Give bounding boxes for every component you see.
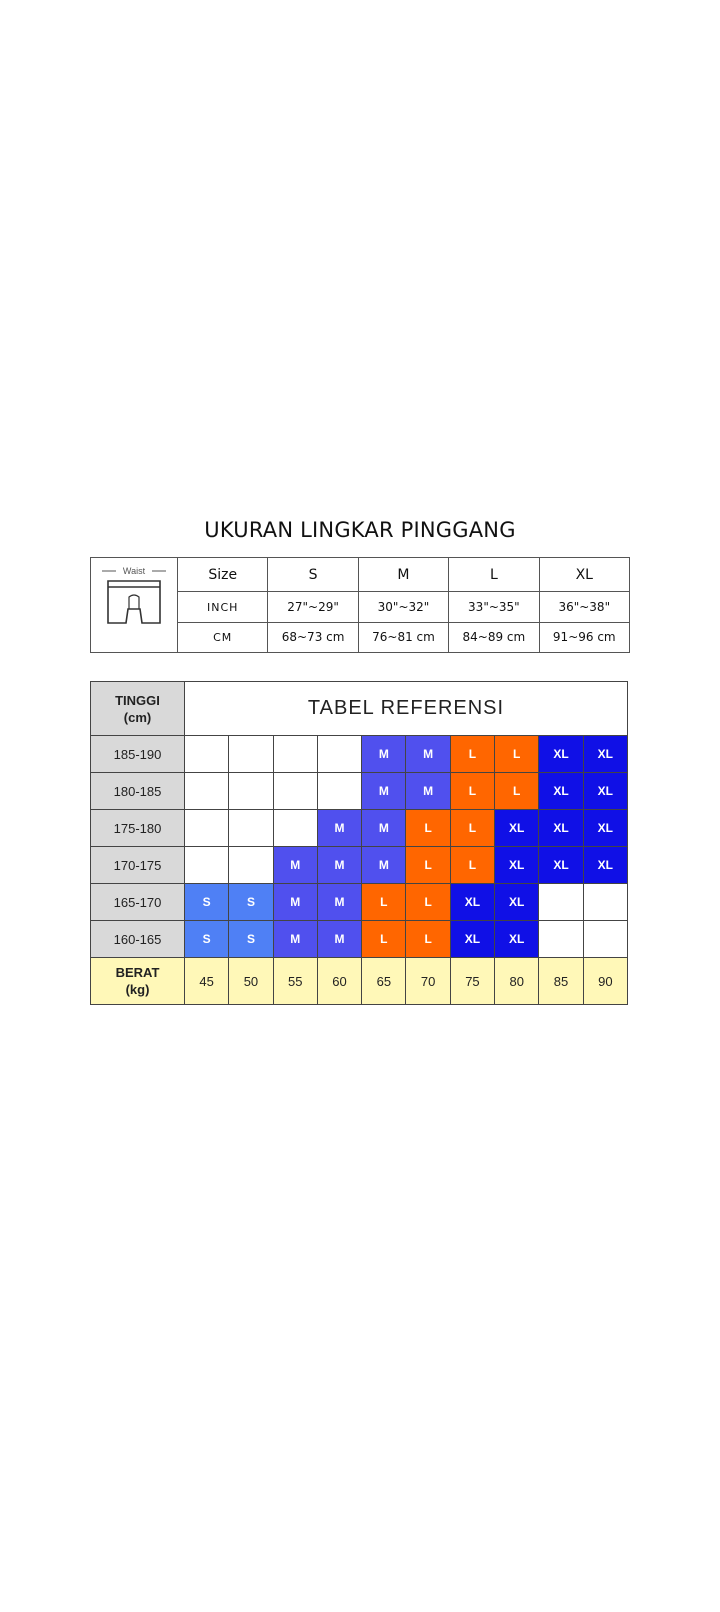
- size-l-header: L: [449, 558, 539, 592]
- weight-value: 80: [495, 958, 539, 1005]
- size-cell-empty: [317, 773, 361, 810]
- waist-label: Waist: [122, 566, 146, 576]
- size-cell-s: S: [229, 884, 273, 921]
- height-range-label: 185-190: [91, 736, 185, 773]
- briefs-icon: [96, 565, 172, 641]
- cm-m: 76~81 cm: [358, 622, 448, 652]
- height-row: [91, 810, 628, 847]
- size-cell-m: M: [273, 921, 317, 958]
- weight-header-label: BERAT: [115, 965, 160, 980]
- size-cell-empty: [539, 884, 583, 921]
- weight-value: 50: [229, 958, 273, 1005]
- inch-m: 30"~32": [358, 592, 448, 622]
- reference-table: [90, 681, 628, 1005]
- height-row: [91, 884, 628, 921]
- cm-label: CM: [178, 622, 268, 652]
- size-cell-xl: XL: [495, 847, 539, 884]
- weight-value: 85: [539, 958, 583, 1005]
- size-xl-header: XL: [539, 558, 629, 592]
- size-cell-xl: XL: [495, 921, 539, 958]
- size-cell-l: L: [450, 736, 494, 773]
- waist-size-table: [90, 557, 630, 653]
- size-cell-m: M: [317, 921, 361, 958]
- inch-label: INCH: [178, 592, 268, 622]
- size-cell-empty: [317, 736, 361, 773]
- size-cell-xl: XL: [450, 884, 494, 921]
- size-cell-s: S: [185, 921, 229, 958]
- briefs-diagram-cell: [91, 558, 178, 653]
- size-m-header: M: [358, 558, 448, 592]
- size-cell-l: L: [362, 884, 406, 921]
- size-cell-xl: XL: [583, 736, 627, 773]
- size-cell-empty: [185, 810, 229, 847]
- cm-s: 68~73 cm: [268, 622, 358, 652]
- height-header-unit: (cm): [123, 709, 152, 725]
- size-cell-l: L: [450, 773, 494, 810]
- cm-xl: 91~96 cm: [539, 622, 629, 652]
- size-cell-empty: [185, 736, 229, 773]
- size-cell-empty: [229, 847, 273, 884]
- page-title: UKURAN LINGKAR PINGGANG: [204, 518, 516, 542]
- size-cell-empty: [539, 921, 583, 958]
- height-header-label: TINGGI: [115, 692, 160, 708]
- inch-l: 33"~35": [449, 592, 539, 622]
- inch-xl: 36"~38": [539, 592, 629, 622]
- size-cell-xl: XL: [539, 847, 583, 884]
- height-range-label: 175-180: [91, 810, 185, 847]
- size-cell-l: L: [495, 773, 539, 810]
- height-header: [91, 682, 185, 736]
- size-cell-m: M: [406, 773, 450, 810]
- size-cell-empty: [273, 810, 317, 847]
- size-cell-empty: [185, 847, 229, 884]
- size-cell-l: L: [406, 847, 450, 884]
- weight-row: [91, 958, 628, 1005]
- size-cell-empty: [229, 810, 273, 847]
- size-cell-m: M: [273, 847, 317, 884]
- size-cell-xl: XL: [583, 773, 627, 810]
- inch-s: 27"~29": [268, 592, 358, 622]
- size-s-header: S: [268, 558, 358, 592]
- size-cell-m: M: [362, 810, 406, 847]
- weight-value: 60: [317, 958, 361, 1005]
- size-cell-m: M: [362, 736, 406, 773]
- size-cell-l: L: [362, 921, 406, 958]
- reference-title: TABEL REFERENSI: [185, 682, 628, 736]
- height-range-label: 170-175: [91, 847, 185, 884]
- weight-value: 65: [362, 958, 406, 1005]
- size-cell-xl: XL: [539, 736, 583, 773]
- weight-value: 55: [273, 958, 317, 1005]
- height-range-label: 180-185: [91, 773, 185, 810]
- size-cell-empty: [583, 884, 627, 921]
- size-cell-xl: XL: [539, 773, 583, 810]
- weight-value: 90: [583, 958, 627, 1005]
- height-row: [91, 736, 628, 773]
- size-cell-m: M: [317, 847, 361, 884]
- size-cell-m: M: [317, 810, 361, 847]
- height-range-label: 165-170: [91, 884, 185, 921]
- height-row: [91, 921, 628, 958]
- size-cell-s: S: [185, 884, 229, 921]
- size-cell-empty: [273, 736, 317, 773]
- size-cell-l: L: [450, 847, 494, 884]
- size-cell-empty: [583, 921, 627, 958]
- size-cell-m: M: [406, 736, 450, 773]
- size-cell-xl: XL: [583, 810, 627, 847]
- size-cell-l: L: [495, 736, 539, 773]
- size-cell-m: M: [273, 884, 317, 921]
- size-cell-empty: [185, 773, 229, 810]
- size-cell-l: L: [406, 810, 450, 847]
- size-header: Size: [178, 558, 268, 592]
- size-cell-xl: XL: [495, 884, 539, 921]
- size-cell-xl: XL: [495, 810, 539, 847]
- size-cell-xl: XL: [450, 921, 494, 958]
- cm-l: 84~89 cm: [449, 622, 539, 652]
- size-cell-l: L: [406, 921, 450, 958]
- size-cell-xl: XL: [539, 810, 583, 847]
- weight-header-unit: (kg): [125, 982, 150, 997]
- size-cell-empty: [229, 773, 273, 810]
- size-cell-m: M: [362, 847, 406, 884]
- size-cell-l: L: [406, 884, 450, 921]
- size-cell-empty: [273, 773, 317, 810]
- weight-header: [91, 958, 185, 1005]
- weight-value: 70: [406, 958, 450, 1005]
- weight-value: 45: [185, 958, 229, 1005]
- height-range-label: 160-165: [91, 921, 185, 958]
- size-cell-empty: [229, 736, 273, 773]
- height-row: [91, 773, 628, 810]
- size-cell-l: L: [450, 810, 494, 847]
- weight-value: 75: [450, 958, 494, 1005]
- size-cell-m: M: [317, 884, 361, 921]
- size-cell-xl: XL: [583, 847, 627, 884]
- size-cell-m: M: [362, 773, 406, 810]
- size-cell-s: S: [229, 921, 273, 958]
- height-row: [91, 847, 628, 884]
